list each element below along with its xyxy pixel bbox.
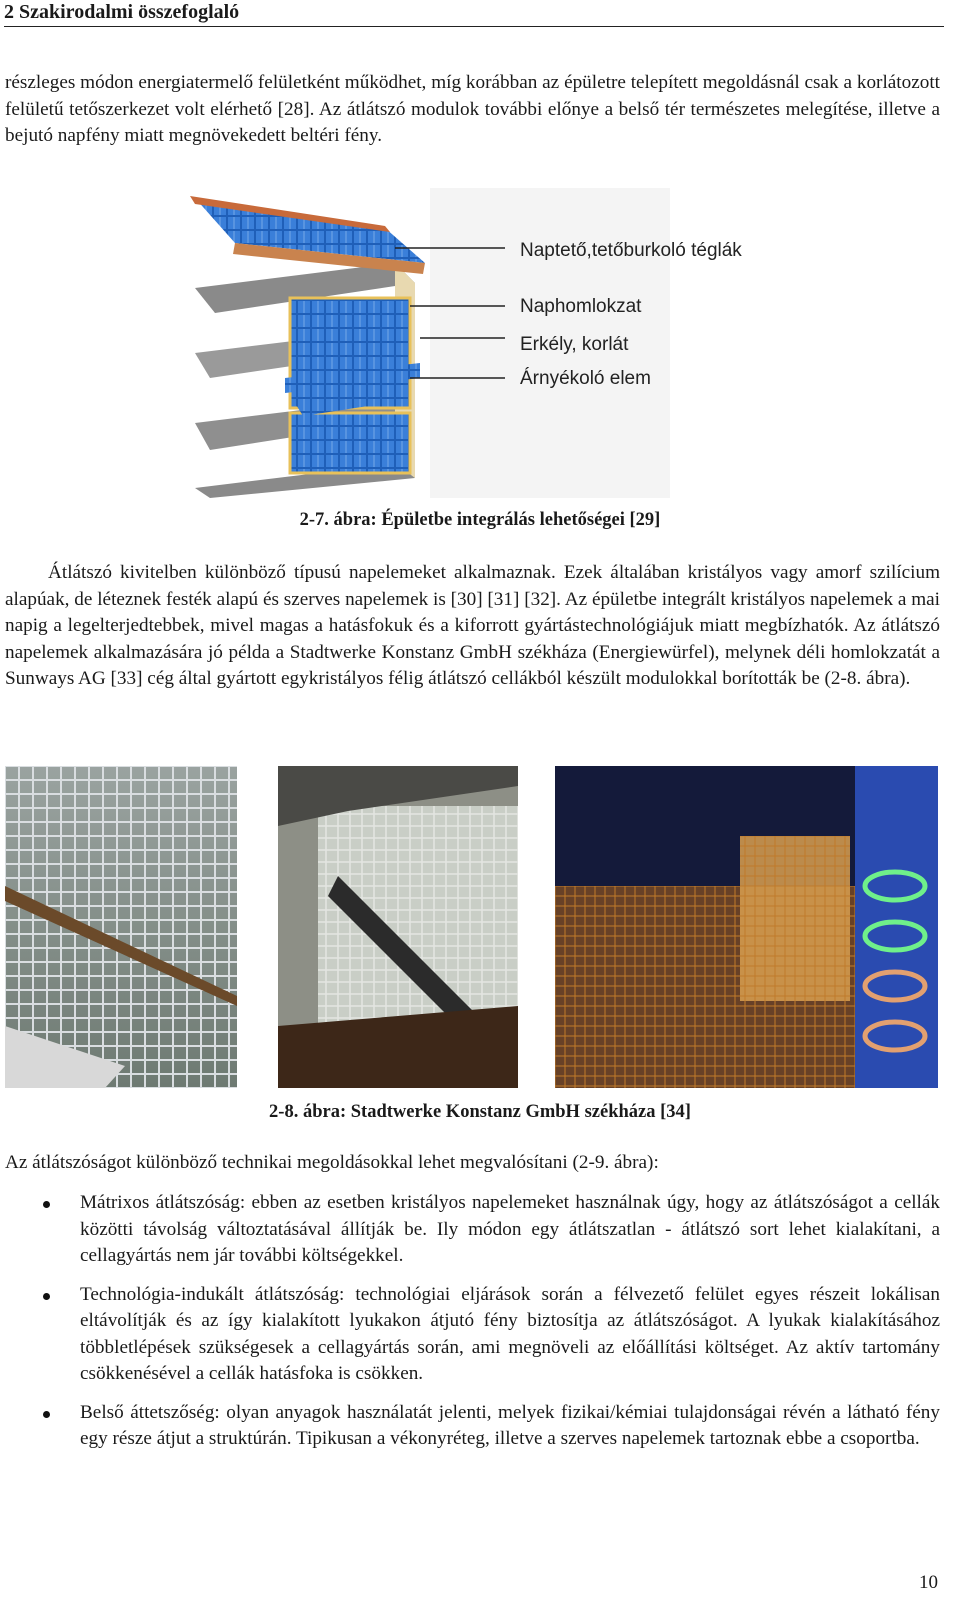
label-shading: Árnyékoló elem xyxy=(520,368,651,389)
photo-night-facade xyxy=(555,766,938,1088)
bullet-icon xyxy=(43,1411,50,1418)
bullet-icon xyxy=(43,1293,50,1300)
running-header xyxy=(4,0,944,27)
bullet-icon xyxy=(43,1201,50,1208)
transparency-intro: Az átlátszóságot különböző technikai megoldásokkal lehet megvalósítani (2-9. ábra): xyxy=(5,1152,659,1173)
photo-staircase xyxy=(278,766,518,1088)
intro-paragraph: részleges módon energiatermelő felületként működhet, míg korábban az épületre telepített megoldásnál csak a korlátozott felületű tetőszerkezet volt elérhető [28]. Az átlátszó modulok további előnye a belső tér természetes melegítése, illetve a bejutó napfény miatt megnövekedett beltéri fény. xyxy=(5,72,940,146)
building-integration-illustration xyxy=(185,188,775,498)
label-balcony: Erkély, korlát xyxy=(520,334,629,355)
list-item: Technológia-indukált átlátszóság: technológiai eljárások során a félvezető felület egyes részeit lokálisan eltávolítják és az így kialakított lyukakon átjutó fény biztosítja az átlátszóságot. A lyukak kialakításához többletlépések szükségesek a cellagyártás során, ami megnöveli az előállítási költséget. Az aktív tartomány csökkenésével a cellák hatásfoka is csökken. xyxy=(5,1282,940,1388)
section-title: 2 Szakirodalmi összefoglaló xyxy=(4,1,240,23)
main-paragraph: Átlátszó kivitelben különböző típusú napelemeket alkalmaznak. Ezek általában kristályos vagy amorf szilícium alapúak, de léteznek festék alapú és szerves napelemek is [30] [31] [32]. Az épületbe integrált kristályos napelemek a mai napig a legelterjedtebbek, mivel magas a hatásfokuk és a kiforrott gyártástechnológiájuk miatt megbízhatók. Az átlátszó napelemek alkalmazására jó példa a Stadtwerke Konstanz GmbH székháza (Energiewürfel), melynek déli homlokzatát a Sunways AG [33] cég által gyártott egykristályos félig átlátszó cellákból készült modulokkal borították be (2-8. ábra). xyxy=(5,562,940,689)
page-number: 10 xyxy=(919,1572,938,1593)
figure-2-8-caption: 2-8. ábra: Stadtwerke Konstanz GmbH székháza [34] xyxy=(269,1102,691,1122)
figure-2-7 xyxy=(185,188,775,498)
figure-2-7-caption: 2-7. ábra: Épületbe integrálás lehetőségei [29] xyxy=(299,510,661,530)
transparency-methods-list xyxy=(5,1190,940,1465)
label-facade: Naphomlokzat xyxy=(520,296,642,317)
photo-glass-facade xyxy=(5,766,237,1088)
list-item: Belső áttetszőség: olyan anyagok használatát jelenti, melyek fizikai/kémiai tulajdonságai révén a látható fény egy része átjut a struktúrán. Tipikusan a vékonyréteg, illetve a szerves napelemek tartoznak ebbe a csoportba. xyxy=(5,1400,940,1453)
label-roof: Naptető,tetőburkoló téglák xyxy=(520,240,742,261)
list-item: Mátrixos átlátszóság: ebben az esetben kristályos napelemeket használnak úgy, hogy az átlátszóságot a cellák közötti távolság változtatásával állítják be. Ily módon egy átlátszatlan - átlátszó sort lehet kialakítani, a cellagyártás nem jár további költségekkel. xyxy=(5,1190,940,1270)
